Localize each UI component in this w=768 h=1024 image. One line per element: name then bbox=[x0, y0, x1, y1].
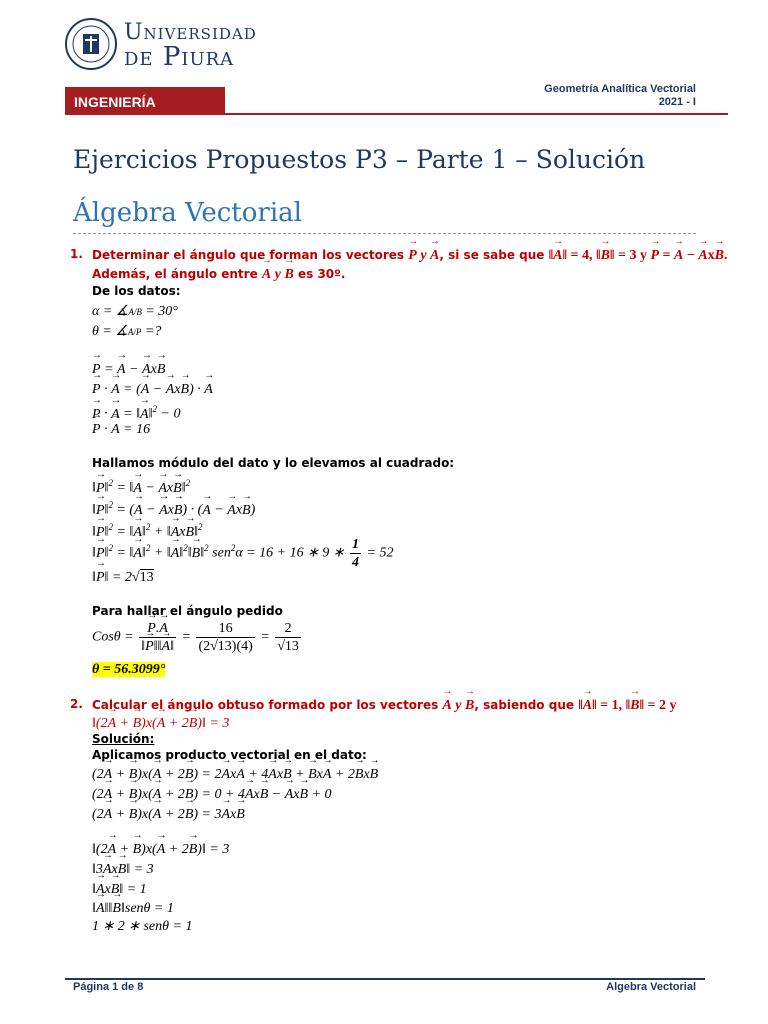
eq-alpha: α = ∡A/B = 30° bbox=[92, 304, 178, 319]
eq2-7: ‖→ A‖‖→ B‖senθ = 1 bbox=[92, 899, 174, 918]
problem2-statement-line2: ‖(2→ A + → B)x(→ A + 2→ B)‖ = 3 bbox=[92, 714, 229, 733]
eq2-2: (2→ A + → B)x(→ A + 2→ B) = 0 + 4→ Ax→ B − → Ax→ B + 0 bbox=[92, 785, 332, 804]
page-title: Ejercicios Propuestos P3 – Parte 1 – Solución bbox=[73, 145, 646, 174]
eq2-8: 1 ∗ 2 ∗ senθ = 1 bbox=[92, 919, 193, 934]
eq2-3: (2→ A + → B)x(→ A + 2→ B) = 3→ Ax→ B bbox=[92, 805, 245, 824]
university-name: Universidad de Piura bbox=[124, 20, 257, 72]
problem2-apply-label: Aplicamos producto vectorial en el dato: bbox=[92, 748, 367, 762]
problem2-statement-line1: Calcular el ángulo obtuso formado por los vectores → A y → B, sabiendo que ‖→ A‖ = 1, ‖→ B‖ = 2 y bbox=[92, 696, 696, 715]
problem1-angle-label: Para hallar el ángulo pedido bbox=[92, 604, 283, 618]
eq-mag-4: ‖→ P‖$^2$ = ‖→ A‖$^2$ + ‖→ A‖$^2$‖→ B‖$^2$ sen$^2$α = 16 + 16 ∗ 9 ∗ $\frac{1}{4}$ = 52 bbox=[92, 536, 394, 571]
footer-line bbox=[65, 978, 705, 980]
problem2-number: 2. bbox=[70, 697, 83, 711]
eq-pa-3: → P · → A = 16 bbox=[92, 420, 150, 439]
problem1-number: 1. bbox=[70, 247, 83, 261]
eq-mag-1: ‖→ P‖$^2$ = ‖→ A − → Ax→ B‖$^2$ bbox=[92, 474, 190, 498]
eq-pa-1: → P · → A = (→ A − → Ax→ B) · → A bbox=[92, 380, 213, 399]
eq-mag-5: ‖→ P‖ = 2√13 bbox=[92, 568, 154, 587]
faculty-label: INGENIERÍA bbox=[74, 94, 156, 110]
section-title: Álgebra Vectorial bbox=[73, 198, 302, 228]
eq-mag-3: ‖→ P‖$^2$ = ‖→ A‖$^2$ + ‖→ Ax→ B‖$^2$ bbox=[92, 518, 203, 542]
problem1-statement-line2: Además, el ángulo entre → A y → B es 30º. bbox=[92, 265, 345, 284]
footer-page-number: Página 1 de 8 bbox=[73, 981, 144, 993]
eq-theta: θ = ∡A/P =? bbox=[92, 324, 162, 339]
problem1-data-label: De los datos: bbox=[92, 284, 181, 298]
problem1-statement-line1: Determinar el ángulo que forman los vectores → P y → A, si se sabe que ‖→ A‖ = 4, ‖→ B‖ = 3 y → P = → A − → Ax→ B. bbox=[92, 246, 728, 265]
header-red-line bbox=[225, 113, 728, 115]
eq-p-def: → P = → A − → Ax→ B bbox=[92, 360, 165, 379]
course-name: Geometría Analítica Vectorial bbox=[544, 83, 696, 95]
eq2-4: ‖(2→ A + → B)x(→ A + 2→ B)‖ = 3 bbox=[92, 840, 229, 859]
eq-pa-2: → P · → A = ‖→ A‖$^2$ − 0 bbox=[92, 400, 180, 424]
footer-title: Algebra Vectorial bbox=[606, 981, 696, 993]
course-term: 2021 - I bbox=[658, 96, 696, 108]
problem1-result: θ = 56.3099° bbox=[92, 662, 166, 677]
eq2-5: ‖3→ Ax→ B‖ = 3 bbox=[92, 860, 154, 879]
section-divider bbox=[73, 233, 696, 234]
eq-mag-2: ‖→ P‖$^2$ = (→ A − → Ax→ B) · (→ A − → Ax→ B) bbox=[92, 496, 255, 520]
problem1-magnitude-label: Hallamos módulo del dato y lo elevamos al cuadrado: bbox=[92, 456, 455, 470]
eq2-1: (2→ A + → B)x(→ A + 2→ B) = 2→ Ax→ A + 4→ Ax→ B + → Bx→ A + 2→ Bx→ B bbox=[92, 765, 378, 784]
eq-cos: Cosθ = → $\frac{P.\to A}{‖\to P‖‖\to A‖}$ = $\frac{16}{(2√13)(4)}$ = $\frac{2}{√13}$ bbox=[92, 620, 303, 655]
problem2-solution-label: Solución: bbox=[92, 732, 155, 746]
university-seal bbox=[65, 16, 117, 72]
eq2-6: ‖→ Ax→ B‖ = 1 bbox=[92, 880, 147, 899]
